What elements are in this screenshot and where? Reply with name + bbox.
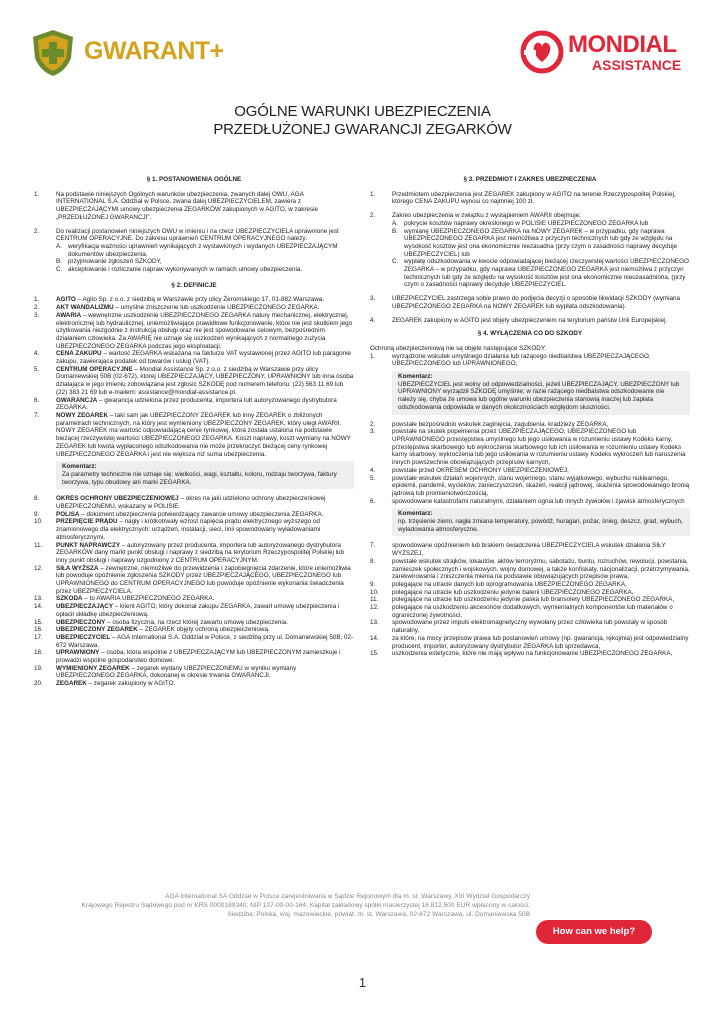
comment-heading: Komentarz: [62, 463, 97, 471]
sub-letter: A. [56, 242, 62, 250]
assistance-logo-text: ASSISTANCE [592, 57, 682, 73]
definition-item [34, 397, 354, 412]
exclusion-item [370, 604, 690, 619]
definition-text: – gwarancja udzielona przez producenta, importera lub autoryzowanego dystrybutora ZEGARKA. [56, 396, 337, 412]
item-number: 12. [370, 604, 379, 612]
definition-item [34, 304, 354, 312]
comment-heading: Komentarz: [398, 510, 433, 518]
item-number: 2. [34, 227, 40, 235]
item-text: powstałe bezpośrednio wskutek zaginięcia, zagubienia, kradzieży ZEGARKA, [392, 420, 609, 428]
item-number: 17. [34, 633, 43, 641]
item-text: Przedmiotem ubezpieczenia jest ZEGAREK zakupiony w AGITO na terenie Rzeczypospolitej Polskiej, którego CENA ZAKUPU wynosi co najmniej 100 zł. [392, 190, 676, 206]
help-button[interactable]: How can we help? [536, 920, 652, 944]
definition-item [34, 495, 354, 510]
sub-text: wypłatę odszkodowania w kwocie odpowiadającej bieżącej rzeczywistej wartości UBEZPIECZONEGO ZEGARKA – w przypadku, gdy naprawa UBEZPIECZONEGO ZEGARKA jest niemożliwa z przyczyn technicznych lub gdy ze względu na wysokość kosztów jest ona ekonomicznie nieuzasadniona, (przy czym o zasadności naprawy decyduje UBEZPIECZYCIEL. [404, 258, 689, 289]
definition-term: ZEGAREK [56, 680, 87, 688]
item-number: 16. [34, 626, 43, 634]
sub-item [56, 243, 354, 258]
definition-term: SIŁA WYŻSZA [56, 564, 99, 572]
item-number: 1. [34, 190, 40, 198]
section-intro: Ochroną ubezpieczeniową nie są objęte następujące SZKODY: [370, 344, 547, 352]
item-number: 13. [370, 619, 379, 627]
left-column [34, 176, 354, 688]
comment-box [392, 508, 690, 536]
list-item [370, 212, 690, 289]
item-text: spowodowane przez impuls elektromagnetyczny wywołany przez człowieka lub powstały w sposób naturalny, [392, 619, 668, 635]
definition-item [34, 518, 354, 541]
sub-text: akceptowanie i rozliczanie napraw wykonywanych w ramach umowy ubezpieczenia. [68, 266, 303, 274]
item-number: 3. [370, 295, 376, 303]
comment-text: UBEZPIECZYCIEL jest wolny od odpowiedzialności, jeżeli UBEZPIECZAJĄCY, UBEZPIECZONY lub UPRAWNIONY wyrządził SZKODĘ umyślnie; w razie rażącego niedbalstwa odszkodowanie nie należy się, chyba że umowa lub ogólne warunki ubezpieczenia stanowią inaczej lub zapłata odszkodowania odpowiada w danych okolicznościach względom słuszności. [398, 380, 680, 411]
list-item [370, 295, 690, 310]
exclusion-item [370, 428, 690, 467]
item-number: 15. [34, 618, 43, 626]
definition-term: AKT WANDALIZMU [56, 304, 114, 312]
sub-text: pokrycie kosztów naprawy określonego w POLISIE UBEZPIECZONEGO ZEGARKA lub [404, 219, 649, 227]
sub-letter: C. [392, 258, 399, 266]
sub-item [392, 258, 690, 289]
definition-term: CENTRUM OPERACYJNE [56, 365, 133, 373]
definition-item [34, 366, 354, 397]
sub-letter: A. [392, 219, 398, 227]
exclusion-item [370, 475, 690, 498]
legal-footer [60, 892, 530, 919]
title-line-2: PRZEDŁUŻONEJ GWARANCJI ZEGARKÓW [213, 121, 512, 138]
sub-item [392, 228, 690, 259]
comment-heading: Komentarz: [398, 373, 433, 381]
definition-text: – zegarek zakupiony w AGITO. [86, 680, 176, 688]
definition-text: – zegarek wydany UBEZPIECZONEMU w wyniku wymiany UBEZPIECZONEGO ZEGARKA, dokonanej w okresie trwania GWARANCJI. [56, 664, 297, 680]
definition-term: POLISA [56, 510, 80, 518]
list-item [34, 228, 354, 274]
exclusion-item [370, 421, 690, 429]
sub-text: weryfikacja ważności uprawnień wynikających z wystawionych i wydanych UBEZPIECZAJĄCYM dokumentów ubezpieczenia, [68, 242, 338, 258]
definition-text: – umyślne zniszczenie lub uszkodzenie UBEZPIECZONEGO ZEGARKA. [113, 304, 320, 312]
item-text: uszkodzenia estetyczne, które nie mają wpływu na funkcjonowanie UBEZPIECZONEGO ZEGARKA, [392, 650, 673, 658]
definition-item [34, 619, 354, 627]
section-heading: § 1. POSTANOWIENIA OGÓLNE [146, 176, 242, 183]
item-text: Do realizacji postanowień niniejszych OWU w imieniu i na rzecz UBEZPIECZYCIELA uprawnione jest CENTRUM OPERACYJNE. Do zakresu uprawnień CENTRUM OPERACYJNEGO należy: [56, 227, 339, 243]
item-text: spowodowane opóźnieniem lub brakiem świadczenia UBEZPIECZYCIELA wskutek działania SIŁY WYŻSZEJ, [392, 542, 666, 558]
item-number: 19. [34, 664, 43, 672]
definition-term: UBEZPIECZAJĄCY [56, 603, 114, 611]
item-number: 3. [370, 428, 376, 436]
mondial-logo-text: MONDIAL [568, 31, 677, 58]
item-number: 6. [34, 396, 40, 404]
sub-text: przyjmowanie zgłoszeń SZKODY, [68, 258, 162, 266]
definition-item [34, 626, 354, 634]
document-title [0, 103, 725, 139]
exclusion-item [370, 635, 690, 650]
exclusion-item [370, 498, 690, 506]
definition-item [34, 595, 354, 603]
list-item [34, 191, 354, 222]
item-text: Zakres ubezpieczenia w związku z wystąpieniem AWARII obejmuje: [392, 212, 581, 220]
item-number: 2. [370, 420, 376, 428]
definition-text: – AGA International S.A. Oddział w Polsce, z siedzibą przy ul. Domaniewskiej 50B, 02-672 Warszawa. [56, 633, 354, 649]
item-text: wyrządzone wskutek umyślnego działania lub rażącego niedbalstwa UBEZPIECZAJĄCEGO, UBEZPIECZONEGO lub UPRAWNIONEGO, [392, 352, 651, 368]
item-number: 9. [370, 580, 376, 588]
definition-text: – taki sam jak UBEZPIECZONY ZEGAREK lub inny ZEGAREK o zbliżonych parametrach technicznych, na który jest wymieniony UBEZPIECZONY ZEGAREK, który uległ AWARII. NOWY ZEGAREK ma wartość odpowiadającą cenie rynkowej, która została ustalona na podstawie bieżącej rzeczywistej wartości UBEZPIECZONEGO ZEGARKA. Koszt naprawy, koszt wymiany na NOWY ZEGAREK lub kwota wypłaconego odszkodowania nie może przekroczyć bieżącej ceny rynkowej UBEZPIECZONEGO ZEGARKA i jest nie większa niż suma ubezpieczenia. [56, 411, 351, 458]
item-number: 14. [34, 603, 43, 611]
definition-item [34, 565, 354, 596]
definition-term: UPRAWNIONY [56, 649, 100, 657]
sub-item [56, 258, 354, 266]
footer-line-2: Krajowego Rejestru Sądowego pod nr KRS 0000189340; NIP 107-00-00-164; Kapitał zakładowy spółki macierzystej 16.812.500 EUR wpłacony w całości; [81, 902, 530, 909]
item-number: 13. [34, 595, 43, 603]
definition-item [34, 634, 354, 649]
definition-item [34, 542, 354, 565]
item-number: 2. [370, 212, 376, 220]
item-number: 4. [370, 316, 376, 324]
item-text: za które, na mocy przepisów prawa lub postanowień umowy (np. gwarancja, rękojmia) jest odpowiedzialny producent, importer, autoryzowany dystrybutor ZEGARKA lub sprzedawca, [392, 634, 689, 650]
sub-letter: B. [56, 258, 62, 266]
definition-text: – nagły i krótkotrwały wzrost napięcia prądu elektrycznego wyższego od znamionowego dla elektrycznych: urządzeń, instalacji, sieci, linii spowodowany wyładowaniami atmosferycznymi. [56, 518, 321, 541]
definition-item [34, 649, 354, 664]
item-number: 10. [370, 588, 379, 596]
definition-term: UBEZPIECZYCIEL [56, 633, 111, 641]
item-number: 1. [370, 190, 376, 198]
definition-term: PUNKT NAPRAWCZY [56, 541, 121, 549]
section-heading: § 2. DEFINICJE [171, 281, 217, 289]
item-text: spowodowane katastrofami naturalnymi, działaniem ognia lub innych żywiołów i zjawisk atmosferycznych [392, 497, 685, 505]
definition-item [34, 412, 354, 458]
exclusion-item [370, 558, 690, 581]
item-number: 11. [34, 541, 43, 549]
definition-term: UBEZPIECZONY [56, 618, 106, 626]
definition-item [34, 296, 354, 304]
sub-item [56, 266, 354, 274]
title-line-1: OGÓLNE WARUNKI UBEZPIECZENIA [234, 103, 491, 120]
comment-text: Za parametry techniczne nie uznaje się: wielkości, wagi, kształtu, koloru, rodzaju tworzywa, faktury tworzywa, typu obudowy ani marki ZEGARKA. [62, 470, 337, 486]
definition-text: – osoba, która wspólnie z UBEZPIECZAJĄCYM lub UBEZPIECZONYM zamieszkuje i prowadzi wspólne gospodarstwo domowe. [56, 649, 341, 665]
item-number: 18. [34, 649, 43, 657]
footer-line-1: AGA International SA Oddział w Polsce zarejestrowana w Sądzie Rejonowym dla m. st. Warszawy, XIII Wydział Gospodarczy [165, 893, 530, 900]
item-number: 3. [34, 311, 40, 319]
list-item [370, 191, 690, 206]
sub-letter: C. [56, 266, 63, 274]
item-text: powstałe przed OKRESEM OCHRONY UBEZPIECZENIOWEJ, [392, 466, 569, 474]
exclusion-item [370, 650, 690, 658]
definition-text: – autoryzowany przez producenta, importera lub autoryzowanego dystrybutora ZEGARKÓW dany markt punkt obsługi i naprawy z siedzibą na terytorium Rzeczypospolitej Polskiej lub inny punkt obsługi i naprawy uzgodniony z CENTRUM OPERACYJNYM. [56, 541, 345, 564]
item-number: 20. [34, 680, 43, 688]
right-column [370, 176, 690, 658]
definition-text: – okres na jaki udzielono ochrony ubezpieczeniowej UBEZPIECZONEMU, wskazany w POLISIE. [56, 495, 326, 511]
definition-term: NOWY ZEGAREK [56, 411, 109, 419]
item-number: 5. [34, 365, 40, 373]
mondial-assistance-logo [520, 26, 700, 82]
item-text: polegające na uszkodzeniu akcesoriów dodatkowych, wymienialnych komponentów lub materiałów o ograniczonej żywotności, [392, 604, 673, 619]
item-number: 12. [34, 564, 43, 572]
sub-letter: B. [392, 227, 398, 235]
definition-text: – osoba fizyczna, na rzecz której zawarto umowę ubezpieczenia. [105, 618, 289, 626]
item-text: powstałe wskutek strajków, lokautów, aktów terroryzmu, sabotażu, buntu, rozruchów, rewolucji, powstania, zamieszek społecznych i wojskowych, wojny domowej, a także konfiskaty, nacjonalizacji, przetrzymywania, zarekwirowania i zniszczenia mienia na podstawie obowiązujących przepisów prawa, [392, 557, 690, 581]
definition-text: – wartość ZEGARKA wskazana na fakturze VAT wystawionej przez AGITO lub paragonie zakupu, zawierająca podatek od towarów i usług (VAT). [56, 350, 352, 366]
item-number: 1. [370, 352, 376, 360]
page-number: 1 [358, 975, 367, 990]
item-number: 7. [370, 542, 376, 550]
definition-term: AGITO [56, 296, 76, 304]
item-number: 6. [370, 497, 376, 505]
exclusion-item [370, 353, 690, 368]
item-text: Na podstawie niniejszych Ogólnych warunków ubezpieczenia, zwanych dalej OWU, AGA INTERNATIONAL S.A. Oddział w Polsce, zwana dalej UBEZPIECZYCIELEM, zawiera z UBEZPIECZAJĄCYMI umowy ubezpieczenia ZEGARKÓW zakupionych w AGITO, w zakresie „PRZEDŁUŻONEJ GWARANCJI”. [56, 190, 318, 221]
sub-text: wymianę UBEZPIECZONEGO ZEGARKA na NOWY ZEGAREK – w przypadku, gdy naprawa UBEZPIECZONEGO ZEGARKA jest niemożliwa z przyczyn technicznych lub gdy ze względu na wysokość kosztów jest ona ekonomicznie niezasadna (przy czym o zasadności naprawy decyduje UBEZPIECZYCIEL) lub [404, 227, 677, 258]
item-number: 4. [34, 350, 40, 358]
item-number: 4. [370, 466, 376, 474]
item-number: 11. [370, 596, 379, 604]
item-text: polegające na utracie lub uszkodzeniu jedynie baterii UBEZPIECZONEGO ZEGARKA, [392, 588, 634, 596]
item-text: polegające na utracie danych lub oprogramowania UBEZPIECZONEGO ZEGARKA, [392, 580, 627, 588]
item-number: 8. [34, 495, 40, 503]
definition-term: PRZEPIĘCIE PRĄDU [56, 518, 118, 526]
item-number: 1. [34, 296, 40, 304]
definition-text: – Agito Sp. z o.o. z siedzibą w Warszawie przy ulicy Żeromskiego 17, 01-882 Warszawa. [75, 296, 325, 304]
definition-term: AWARIA [56, 311, 82, 319]
definition-term: SZKODA [56, 595, 83, 603]
definition-term: WYMIENIONY ZEGAREK [56, 664, 130, 672]
definition-text: – Mondial Assistance Sp. z o.o. z siedzibą w Warszawie przy ulicy Domaniewskiej 50B (02-672), której UBEZPIECZAJĄCY, UBEZPIECZONY, UPRAWNIONY lub inna osoba działająca w jego imieniu zobowiązana jest zgłosić SZKODĘ pod numerem telefonu: (22) 563 11 69 lub (22) 383 21 69 lub e-mailem: assistance@mondial-assistance.pl. [56, 365, 354, 396]
section-heading: § 4. WYŁĄCZENIA CO DO SZKODY [477, 330, 583, 338]
exclusion-item [370, 596, 690, 604]
definition-term: CENA ZAKUPU [56, 350, 102, 358]
definition-item [34, 665, 354, 680]
list-item [370, 317, 690, 325]
gwarant-logo-text: GWARANT+ [84, 37, 224, 65]
section-heading: § 3. PRZEDMIOT I ZAKRES UBEZPIECZENIA [463, 176, 597, 183]
comment-text: np. trzęsienie ziemi, nagła zmiana temperatury, powódź, huragan, pożar, śnieg, deszcz, grad, wybuch, wyładowania atmosferyczne. [398, 518, 683, 533]
definition-item [34, 312, 354, 351]
item-text: polegające na utracie lub uszkodzeniu jedynie paska lub bransolety UBEZPIECZONEGO ZEGARKA, [392, 596, 675, 604]
gwarant-logo [30, 28, 240, 78]
definition-text: – ZEGAREK objęty ochroną ubezpieczeniową. [137, 626, 270, 634]
item-number: 14. [370, 634, 379, 642]
definition-item [34, 603, 354, 618]
exclusion-item [370, 589, 690, 597]
definition-term: OKRES OCHRONY UBEZPIECZENIOWEJ [56, 495, 179, 503]
mondial-heart-icon [520, 28, 564, 76]
item-number: 8. [370, 557, 376, 565]
item-number: 2. [34, 304, 40, 312]
definition-text: – to AWARIA UBEZPIECZONEGO ZEGARKA. [82, 595, 215, 603]
definition-item [34, 511, 354, 519]
definition-text: – zewnętrzne, niemożliwe do przewidzenia i zapobiegnięcia zdarzenie, które uniemożliwia lub powoduje opóźnienie zgłoszenia SZKODY przez UBEZPIECZAJĄCEGO, UBEZPIECZONEGO lub UPRAWNIONEGO do CENTRUM OPERACYJNEGO lub powoduje opóźnienie wykonania świadczenia przez UBEZPIECZYCIELA. [56, 564, 351, 595]
exclusion-item [370, 619, 690, 634]
item-number: 7. [34, 411, 40, 419]
exclusion-item [370, 542, 690, 557]
comment-box [392, 371, 690, 415]
item-number: 9. [34, 510, 40, 518]
definition-item [34, 350, 354, 365]
exclusion-item [370, 467, 690, 475]
item-text: powstałe wskutek działań wojennych, stanu wojennego, stanu wyjątkowego, wybuchu nuklearnego, epidemii, pandemii, wycieków, zanieczyszczeń, skażeń, reakcji jądrowej, skażenia spowodowanego bronią jądrową lub promieniotwórczością, [392, 474, 690, 497]
definition-term: UBEZPIECZONY ZEGAREK [56, 626, 138, 634]
item-number: 10. [34, 518, 43, 526]
definition-term: GWARANCJA [56, 396, 98, 404]
shield-plus-icon [30, 28, 76, 78]
definition-text: – wewnętrzne uszkodzenie UBEZPIECZONEGO ZEGARKA natury mechanicznej, elektrycznej, elektronicznej lub hydraulicznej, uniemożliwiające prawidłowe funkcjonowanie, które nie jest skutkiem jego użytkowania niezgodnie z instrukcją obsługi oraz nie jest spowodowane celowym, bezpośrednim działaniem człowieka. Za AWARIĘ nie uznaje się uszkodzeń wynikających z normalnego zużycia UBEZPIECZONEGO ZEGARKA podczas jego eksploatacji. [56, 311, 353, 350]
definition-text: – klient AGITO, który dokonał zakupu ZEGARKA, zawarł umowę ubezpieczenia i opłacił składkę ubezpieczeniową. [56, 603, 340, 618]
footer-line-3: Siedziba: Polska, woj. mazowieckie, powiat: m. st. Warszawa, 02-672 Warszawa, ul. Domaniewska 50B [227, 911, 530, 918]
comment-box [56, 461, 354, 489]
item-number: 15. [370, 650, 379, 658]
definition-text: – dokument ubezpieczenia potwierdzający zawarcie umowy ubezpieczenia ZEGARKA. [79, 510, 324, 518]
sub-item [392, 220, 690, 228]
item-text: ZEGAREK zakupiony w AGITO jest objęty ubezpieczeniem na terytorium państw Unii Europejskiej. [392, 316, 668, 324]
definition-item [34, 680, 354, 688]
item-number: 5. [370, 474, 376, 482]
exclusion-item [370, 581, 690, 589]
item-text: powstałe na skutek popełnienia przez UBEZPIECZAJĄCEGO, UBEZPIECZONEGO lub UPRAWNIONEGO przestępstwa umyślnego lub jego usiłowania w rozumieniu ustawy Kodeks karny, przestępstwa skarbowego lub wykroczenia skarbowego lub ich usiłowania w rozumieniu ustawy Kodeks karny skarbowy, wykroczenia lub jego usiłowania w rozumieniu ustawy Kodeks wykroczeń lub naruszenia innych powszechnie obowiązujących przepisów karnych, [392, 428, 686, 467]
item-text: UBEZPIECZYCIEL zastrzega sobie prawo do podjęcia decyzji o sposobie likwidacji SZKODY (wymiana UBEZPIECZONEGO ZEGARKA na NOWY ZEGAREK lub wypłata odszkodowania). [392, 295, 681, 310]
